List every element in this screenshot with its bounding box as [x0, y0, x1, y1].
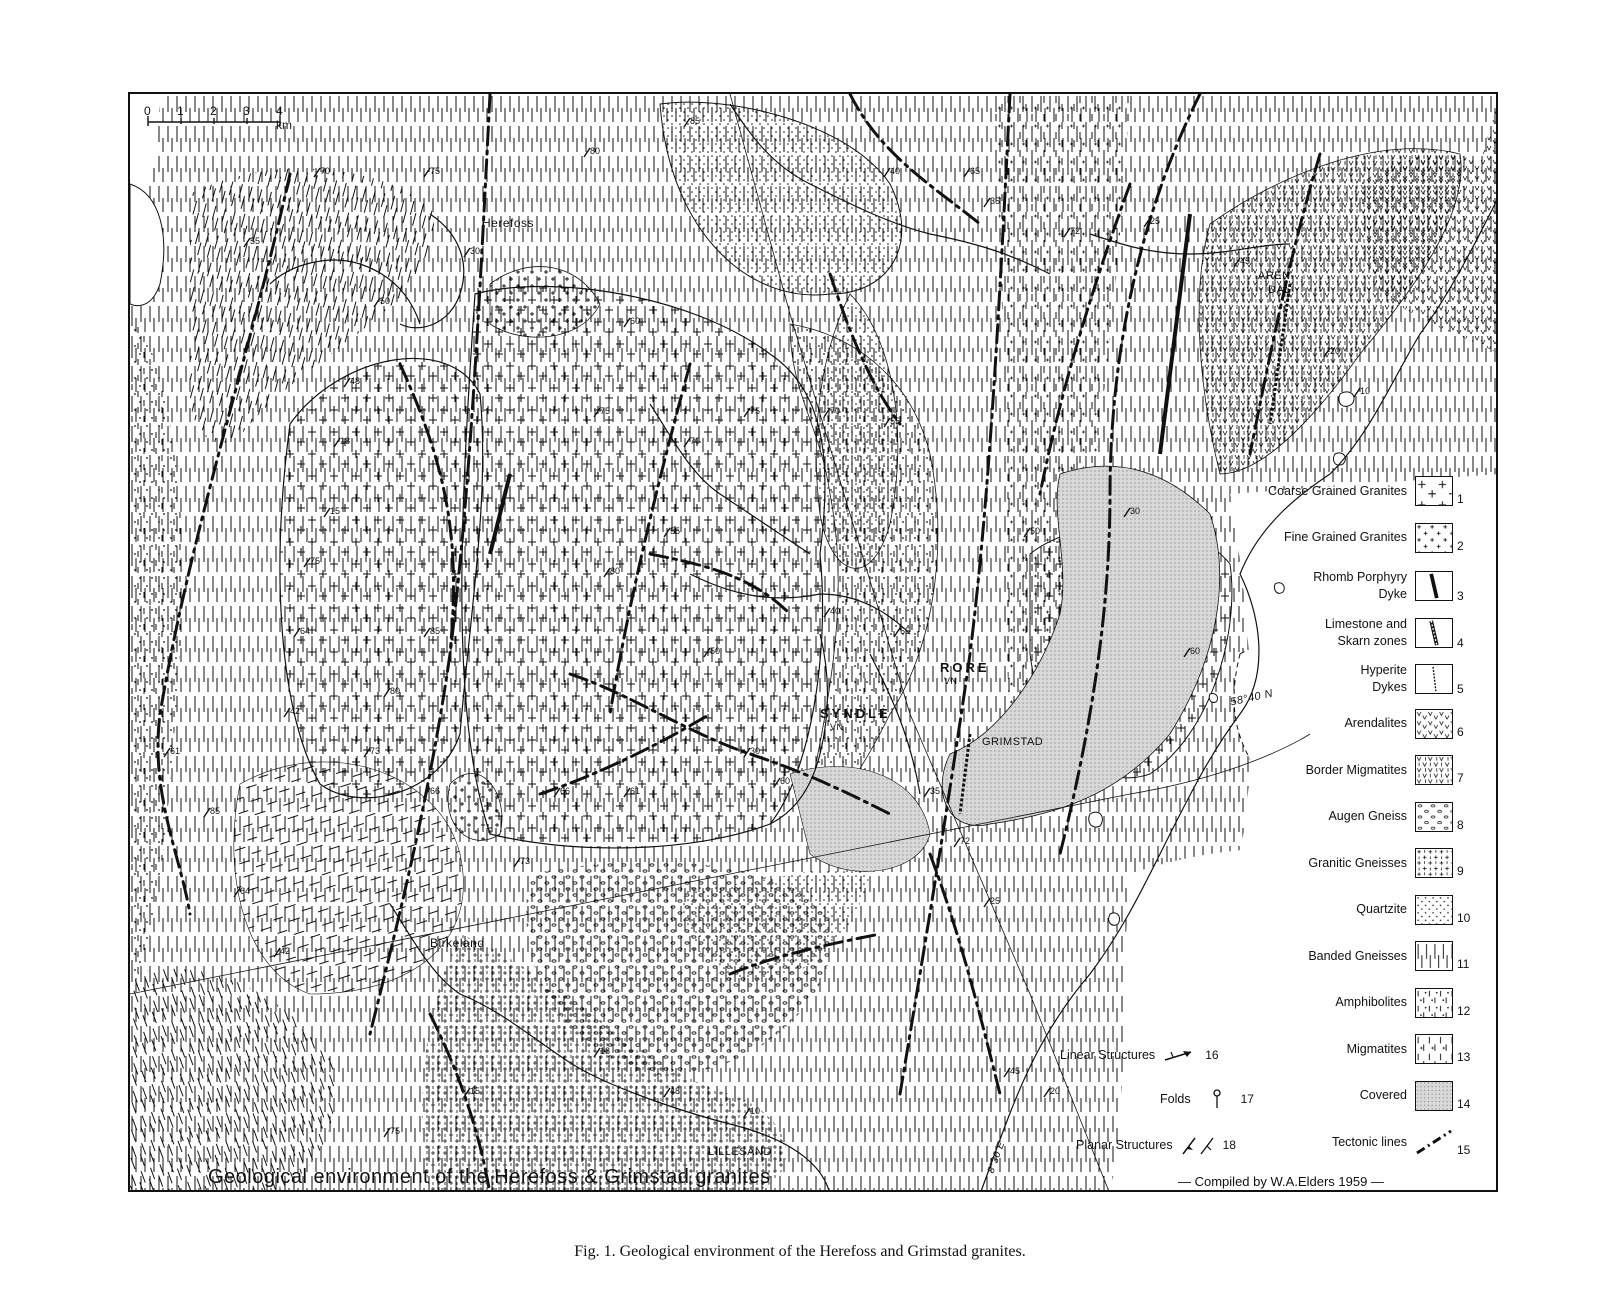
dip-value: 80 [590, 146, 601, 156]
dip-value: 70 [830, 406, 841, 416]
legend-number: 8 [1457, 817, 1464, 832]
legend-planar-label: Planar Structures [1076, 1138, 1173, 1152]
legend-item-granitic [1308, 848, 1471, 878]
legend-swatch-border [1415, 755, 1453, 785]
legend-swatch-coarse [1415, 476, 1453, 506]
place-arendal-2: DAL [1268, 284, 1291, 296]
dip-value: 10 [750, 1106, 761, 1116]
dip-value: 55 [670, 526, 681, 536]
legend-swatch-covered [1415, 1081, 1453, 1111]
dip-value: 64 [240, 886, 251, 896]
scale-label-3: 3 [243, 104, 250, 118]
legend-item-skarn [1325, 616, 1471, 650]
fold-icon [1197, 1088, 1237, 1110]
dip-value: 50 [1030, 526, 1041, 536]
place-rore-vn: VN [944, 676, 958, 686]
dip-value: 45 [1240, 256, 1251, 266]
dip-value: 85 [690, 116, 701, 126]
figure-caption: Fig. 1. Geological environment of the Herefoss and Grimstad granites. [574, 1243, 1026, 1260]
legend-number: 6 [1457, 724, 1464, 739]
legend-label: Coarse Grained Granites [1268, 483, 1407, 498]
legend-swatch-skarn [1415, 618, 1453, 648]
legend-number: 7 [1457, 771, 1464, 785]
dip-value: 55 [250, 236, 261, 246]
dip-value: 64 [300, 626, 311, 636]
legend-label: Limestone and Skarn zones [1324, 616, 1407, 648]
place-grimstad: GRIMSTAD [982, 736, 1044, 748]
dip-value: 72 [1070, 226, 1081, 236]
legend-folds-num: 17 [1240, 1092, 1254, 1106]
legend-item-augen [1328, 802, 1471, 832]
legend-number: 11 [1457, 957, 1470, 971]
legend-number: 10 [1457, 910, 1471, 925]
dip-value: 85 [430, 626, 441, 636]
dip-value: 80 [610, 566, 621, 576]
dip-value: 73 [520, 856, 531, 866]
map-frame [128, 92, 1498, 1192]
dip-value: 66 [430, 786, 441, 796]
dip-value: 73 [370, 746, 381, 756]
place-birkeland: Birkeland [430, 936, 485, 950]
dip-value: 48 [670, 1086, 681, 1096]
legend-linear-num: 16 [1205, 1048, 1219, 1062]
legend-item-hyperite [1360, 662, 1471, 696]
dip-value: 20 [1050, 1086, 1061, 1096]
legend-item-quartzite [1356, 895, 1471, 925]
legend-item-dyke [1313, 569, 1471, 603]
dip-value: 20 [1330, 346, 1341, 356]
place-rore: RORE [940, 660, 990, 675]
legend-number: 13 [1457, 1050, 1471, 1064]
scale-label-4km: 4 km [276, 104, 292, 132]
place-lillesand: LILLESAND [708, 1146, 772, 1158]
legend-item-coarse [1268, 476, 1471, 506]
legend-swatch-amphibolite [1415, 988, 1453, 1018]
legend-linear-label: Linear Structures [1060, 1048, 1156, 1062]
dip-value: 66 [560, 786, 571, 796]
longitude-label: 8°30 E [985, 1140, 1008, 1175]
dip-value: 65 [970, 166, 981, 176]
legend-number: 2 [1457, 538, 1464, 553]
dip-value: 25 [1150, 216, 1161, 226]
legend-item-fine [1284, 523, 1471, 553]
legend-swatch-banded [1415, 941, 1453, 971]
legend-label: Augen Gneiss [1328, 809, 1407, 823]
legend-item-border [1306, 755, 1471, 785]
legend-item-tectonic [1332, 1127, 1471, 1157]
legend-label: Border Migmatites [1305, 762, 1407, 777]
dip-value: 18 [340, 436, 351, 446]
legend-planar-num: 18 [1222, 1138, 1236, 1152]
scale-label-0: 0 [144, 104, 151, 118]
legend-item-banded [1308, 941, 1471, 971]
dip-value: 50 [380, 296, 391, 306]
linear-arrow-icon [1161, 1044, 1201, 1066]
dip-value: 60 [1190, 646, 1201, 656]
legend-number: 14 [1457, 1096, 1471, 1111]
legend-item-amphibolite [1335, 988, 1471, 1018]
dip-value: 75 [600, 406, 611, 416]
legend-number: 5 [1457, 682, 1464, 696]
planar-strike-icon [1179, 1134, 1219, 1156]
legend-label: Tectonic lines [1331, 1134, 1407, 1149]
dip-value: 72 [960, 836, 971, 846]
place-herefoss: Herefoss [482, 216, 535, 230]
dip-value: 30 [470, 246, 481, 256]
legend-label: Banded Gneisses [1308, 948, 1407, 963]
dip-value: 30 [1130, 506, 1141, 516]
dip-value: 25 [990, 896, 1001, 906]
place-syndle-vn: VN [830, 722, 844, 732]
dip-value: 60 [780, 776, 791, 786]
place-syndle: SYNDLE [820, 706, 891, 721]
dip-value: 48 [350, 376, 361, 386]
legend-swatch-augen [1415, 802, 1453, 832]
scale-label-2: 2 [210, 104, 217, 118]
legend-label: Migmatites [1346, 1041, 1407, 1056]
legend-item-arendalite [1344, 709, 1471, 739]
dip-value: 10 [1360, 386, 1371, 396]
dip-value: 65 [900, 626, 911, 636]
legend-number: 15 [1457, 1143, 1471, 1157]
dip-value: 70 [690, 436, 701, 446]
map-title: Geological environment of the Herefoss & Grimstad granites [208, 1166, 771, 1188]
legend-label: Amphibolites [1335, 995, 1407, 1009]
dip-value: 75 [390, 1126, 401, 1136]
dip-value: 61 [170, 746, 181, 756]
dip-value: 85 [210, 806, 221, 816]
legend-label: Arendalites [1344, 716, 1407, 730]
legend-item-covered [1360, 1081, 1471, 1111]
dip-value: 50 [710, 646, 721, 656]
dip-value: 61 [630, 786, 641, 796]
legend-item-migmatite [1347, 1034, 1471, 1064]
dip-value: 30 [750, 746, 761, 756]
dip-value: 15 [470, 1086, 481, 1096]
legend-number: 3 [1457, 589, 1464, 603]
dip-value: 80 [390, 686, 401, 696]
legend-folds [1160, 1088, 1255, 1110]
legend-label: Quartzite [1356, 902, 1407, 916]
scale-label-1: 1 [177, 104, 184, 118]
legend-swatch-quartzite [1415, 895, 1453, 925]
legend-swatch-tectonic [1415, 1127, 1453, 1157]
dip-value: 35 [990, 196, 1001, 206]
legend-swatch-hyperite [1415, 664, 1453, 694]
legend-label: Hyperite Dykes [1360, 663, 1407, 694]
dip-value: 40 [830, 606, 841, 616]
scale-bar [140, 104, 300, 130]
dip-value: 75 [430, 166, 441, 176]
dip-value: 35 [930, 786, 941, 796]
dip-value: 42 [280, 946, 291, 956]
legend-linear-structures [1060, 1044, 1219, 1066]
legend-label: Granitic Gneisses [1308, 855, 1407, 870]
dip-value: 75 [750, 406, 761, 416]
legend-folds-label: Folds [1160, 1092, 1191, 1106]
legend-number: 4 [1457, 635, 1464, 650]
dip-value: 55 [890, 416, 901, 426]
dip-value: 75 [310, 556, 321, 566]
dip-value: 15 [330, 506, 341, 516]
legend-swatch-migmatite [1415, 1034, 1453, 1064]
legend-swatch-arendalite [1415, 709, 1453, 739]
latitude-label: 58°40 N [1229, 687, 1275, 709]
dip-value: 70 [320, 166, 331, 176]
legend-label: Covered [1359, 1088, 1407, 1102]
dip-value: 18 [600, 1046, 611, 1056]
geological-map [130, 94, 1498, 1192]
legend-number: 9 [1457, 864, 1464, 878]
place-arendal-1: AREN- [1258, 270, 1295, 282]
dip-value: 42 [290, 706, 301, 716]
dip-value: 60 [630, 316, 641, 326]
legend-planar-structures [1076, 1134, 1237, 1156]
legend-label: Rhomb Porphyry Dyke [1313, 570, 1407, 601]
legend-number: 12 [1457, 1003, 1471, 1018]
dip-value: 45 [1010, 1066, 1021, 1076]
legend-number: 1 [1457, 492, 1464, 506]
compiled-by: — Compiled by W.A.Elders 1959 — [1178, 1174, 1384, 1189]
dip-value: 40 [890, 166, 901, 176]
legend-swatch-fine [1415, 523, 1453, 553]
legend-swatch-dyke [1415, 571, 1453, 601]
legend-swatch-granitic [1415, 848, 1453, 878]
legend-label: Fine Grained Granites [1284, 530, 1407, 544]
